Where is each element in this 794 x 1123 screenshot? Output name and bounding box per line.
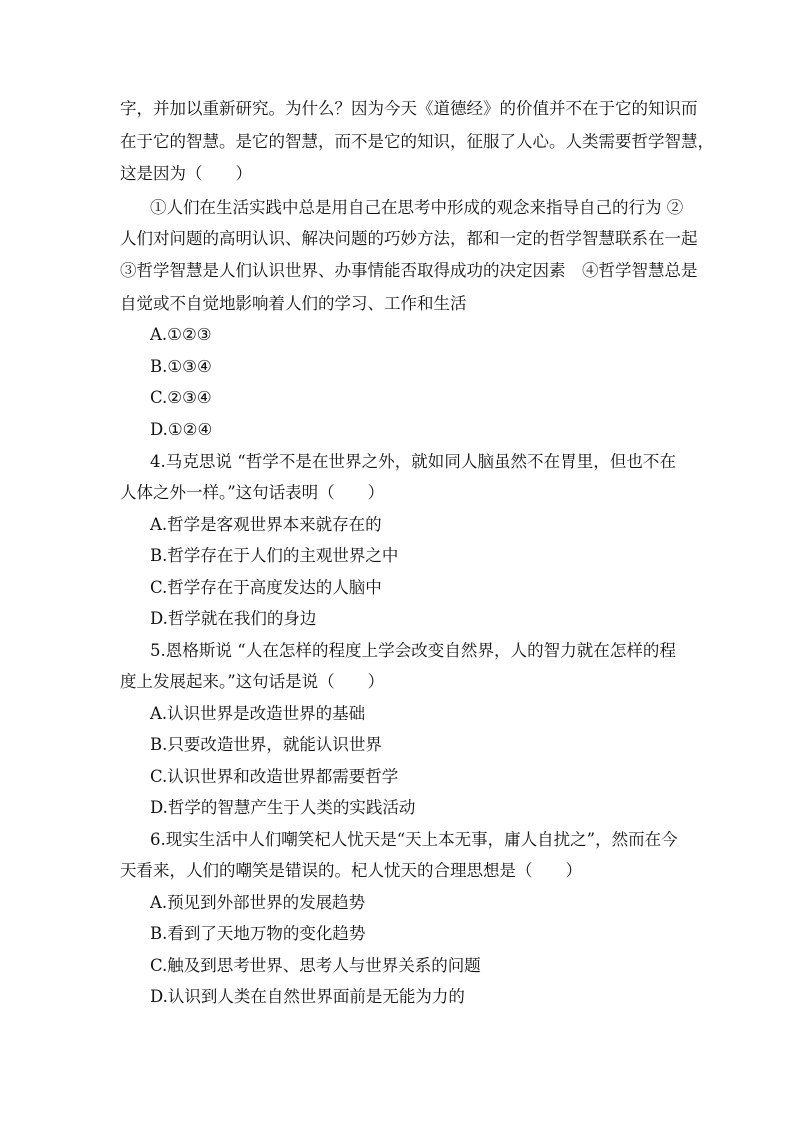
q6-option-c: C.触及到思考世界、思考人与世界关系的问题 bbox=[150, 956, 481, 975]
q6-stem-line-1: 6.现实生活中人们嘲笑杞人忧天是“天上本无事，庸人自扰之”，然而在今 bbox=[150, 830, 678, 849]
q6-option-b: B.看到了天地万物的变化趋势 bbox=[150, 924, 366, 943]
q4-option-a: A.哲学是客观世界本来就存在的 bbox=[150, 515, 382, 534]
q3-stem-line-3: 这是因为（ ） bbox=[120, 164, 252, 183]
q3-option-d: D.①②④ bbox=[150, 420, 213, 439]
q3-statement-line-4: 自觉或不自觉地影响着人们的学习、工作和生活 bbox=[120, 294, 467, 313]
q3-stem-line-2: 在于它的智慧。是它的智慧，而不是它的知识，征服了人心。人类需要哲学智慧， bbox=[120, 132, 714, 151]
q3-option-c: C.②③④ bbox=[150, 388, 212, 407]
q4-stem-line-1: 4.马克思说 “哲学不是在世界之外，就如同人脑虽然不在胃里，但也不在 bbox=[150, 452, 676, 471]
q5-option-a: A.认识世界是改造世界的基础 bbox=[150, 704, 366, 723]
q3-option-b: B.①③④ bbox=[150, 357, 212, 376]
q6-option-d: D.认识到人类在自然世界面前是无能为力的 bbox=[150, 987, 465, 1006]
q6-option-a: A.预见到外部世界的发展趋势 bbox=[150, 893, 366, 912]
q3-statement-line-1: ①人们在生活实践中总是用自己在思考中形成的观念来指导自己的行为 ② bbox=[150, 198, 684, 217]
q4-option-b: B.哲学存在于人们的主观世界之中 bbox=[150, 546, 399, 565]
q3-statement-line-3: ③哲学智慧是人们认识世界、办事情能否取得成功的决定因素 ④哲学智慧总是 bbox=[120, 261, 698, 280]
q5-stem-line-1: 5.恩格斯说 “人在怎样的程度上学会改变自然界，人的智力就在怎样的程 bbox=[150, 641, 676, 660]
q5-option-b: B.只要改造世界，就能认识世界 bbox=[150, 735, 382, 754]
q5-option-d: D.哲学的智慧产生于人类的实践活动 bbox=[150, 798, 416, 817]
q6-stem-line-2: 天看来，人们的嘲笑是错误的。杞人忧天的合理思想是（ ） bbox=[120, 861, 582, 880]
q5-option-c: C.认识世界和改造世界都需要哲学 bbox=[150, 767, 399, 786]
q3-option-a: A.①②③ bbox=[150, 325, 212, 344]
q4-stem-line-2: 人体之外一样。”这句话表明（ ） bbox=[120, 483, 385, 502]
q3-stem-line-1: 字，并加以重新研究。为什么？因为今天《道德经》的价值并不在于它的知识而 bbox=[120, 99, 698, 118]
q3-statement-line-2: 人们对问题的高明认识、解决问题的巧妙方法，都和一定的哲学智慧联系在一起 bbox=[120, 229, 698, 248]
q4-option-d: D.哲学就在我们的身边 bbox=[150, 609, 317, 628]
q4-option-c: C.哲学存在于高度发达的人脑中 bbox=[150, 578, 382, 597]
q5-stem-line-2: 度上发展起来。”这句话是说（ ） bbox=[120, 672, 385, 691]
